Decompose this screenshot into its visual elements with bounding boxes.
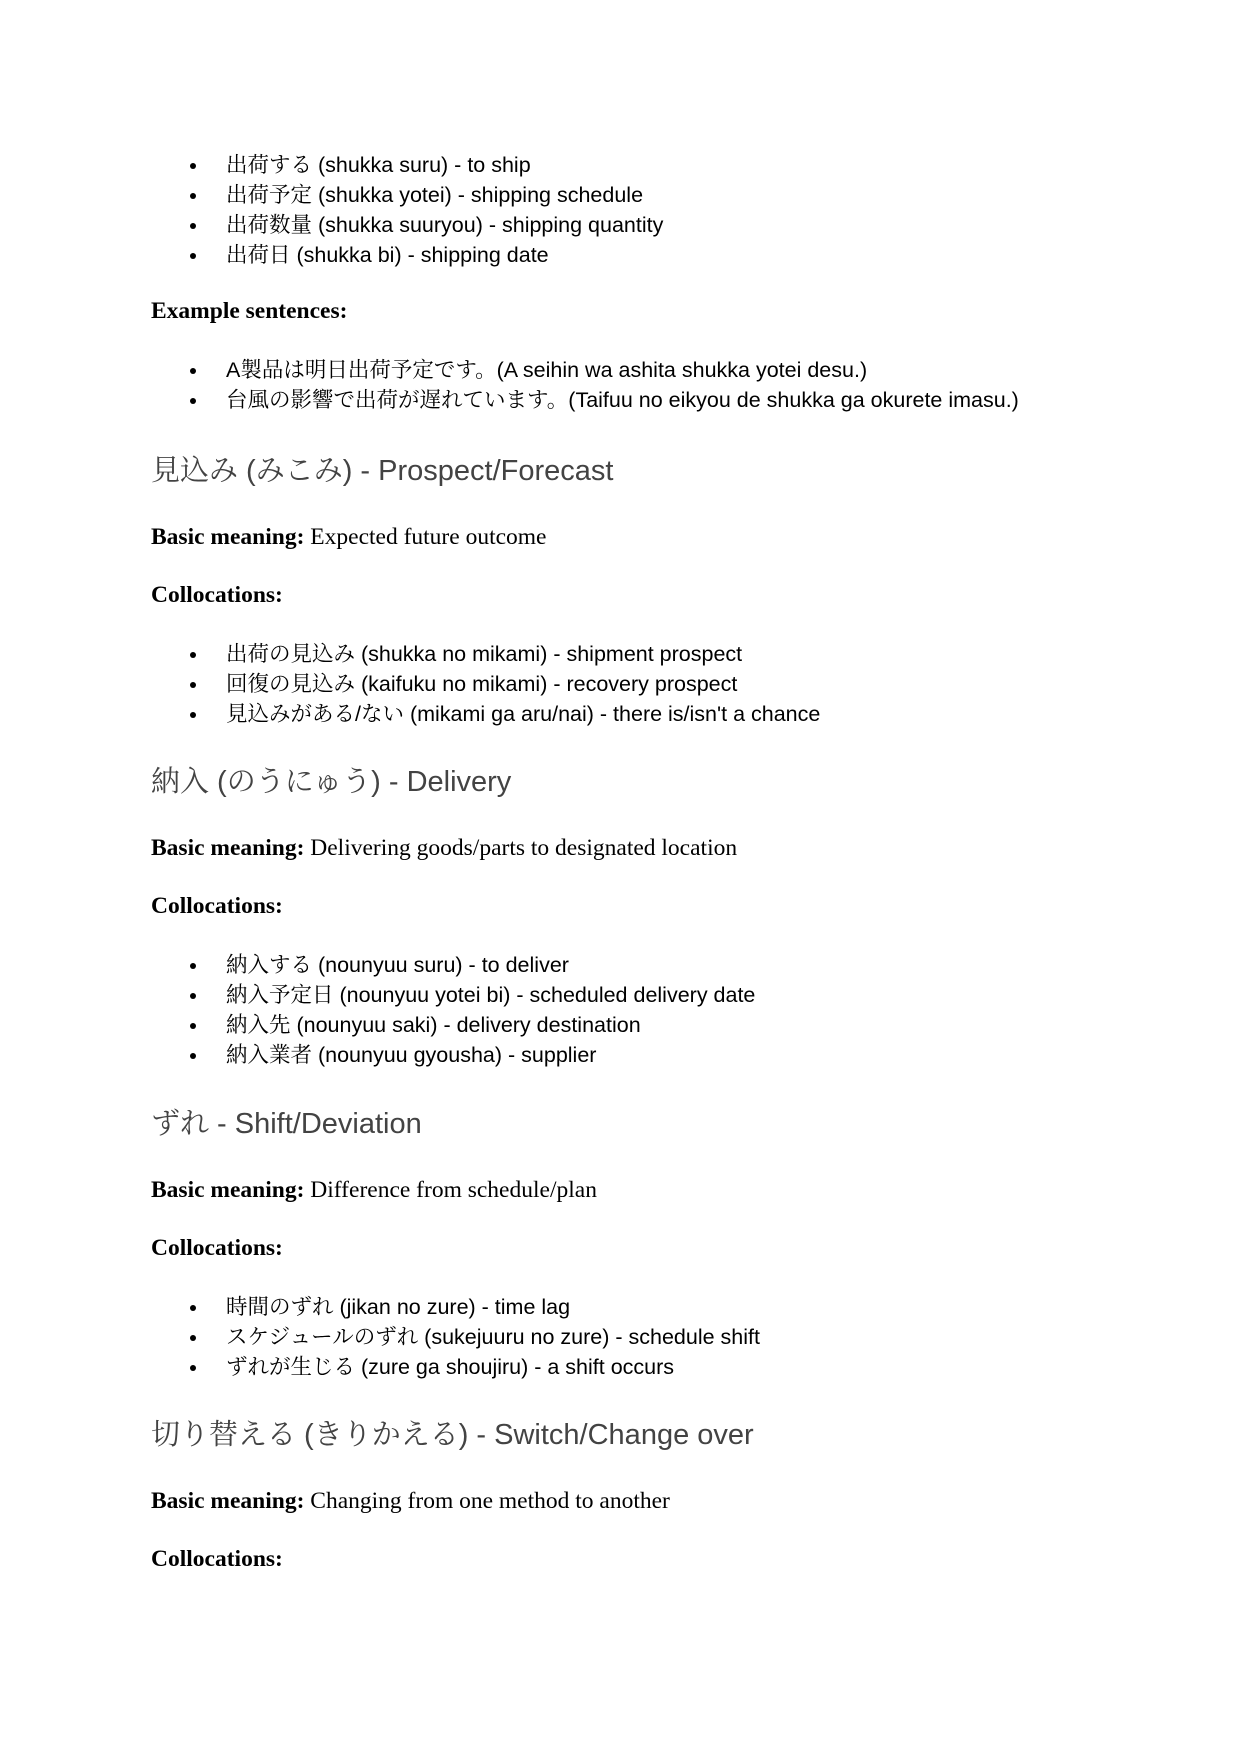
basic-meaning: Basic meaning: Changing from one method to another: [151, 1488, 670, 1514]
list-item: 出荷の見込み (shukka no mikami) - shipment prospect: [0, 639, 820, 669]
list-item: 時間のずれ (jikan no zure) - time lag: [0, 1292, 760, 1322]
list-item: 回復の見込み (kaifuku no mikami) - recovery prospect: [0, 669, 820, 699]
collocations-label: Collocations:: [151, 1546, 283, 1572]
list-item: 納入業者 (nounyuu gyousha) - supplier: [0, 1040, 755, 1070]
list-item: 出荷予定 (shukka yotei) - shipping schedule: [0, 180, 663, 210]
list-item: 台風の影響で出荷が遅れています。(Taifuu no eikyou de shukka ga okurete imasu.): [0, 385, 1019, 415]
collocations-label: Collocations:: [151, 893, 283, 919]
list-item: 納入予定日 (nounyuu yotei bi) - scheduled delivery date: [0, 980, 755, 1010]
list-item: 出荷する (shukka suru) - to ship: [0, 150, 663, 180]
basic-meaning: Basic meaning: Difference from schedule/plan: [151, 1177, 597, 1203]
collocations-label: Collocations:: [151, 582, 283, 608]
collocations-list: [0, 639, 820, 729]
list-item: 納入する (nounyuu suru) - to deliver: [0, 950, 755, 980]
list-item: スケジュールのずれ (sukejuuru no zure) - schedule shift: [0, 1322, 760, 1352]
section-heading-nounyuu: 納入 (のうにゅう) - Delivery: [151, 766, 512, 798]
list-item: 納入先 (nounyuu saki) - delivery destination: [0, 1010, 755, 1040]
shipping-terms-list: [0, 150, 663, 270]
basic-meaning: Basic meaning: Expected future outcome: [151, 524, 547, 550]
list-item: 出荷数量 (shukka suuryou) - shipping quantity: [0, 210, 663, 240]
basic-meaning: Basic meaning: Delivering goods/parts to designated location: [151, 835, 738, 861]
list-item: A製品は明日出荷予定です。(A seihin wa ashita shukka yotei desu.): [0, 355, 1019, 385]
section-heading-kirikaeru: 切り替える (きりかえる) - Switch/Change over: [151, 1419, 754, 1451]
list-item: ずれが生じる (zure ga shoujiru) - a shift occurs: [0, 1352, 760, 1382]
collocations-list: [0, 950, 755, 1070]
list-item: 見込みがある/ない (mikami ga aru/nai) - there is/isn't a chance: [0, 699, 820, 729]
example-sentences-list: [0, 355, 1019, 415]
example-sentences-label: Example sentences:: [151, 298, 348, 324]
collocations-list: [0, 1292, 760, 1382]
list-item: 出荷日 (shukka bi) - shipping date: [0, 240, 663, 270]
section-heading-zure: ずれ - Shift/Deviation: [151, 1108, 422, 1140]
section-heading-mikomi: 見込み (みこみ) - Prospect/Forecast: [151, 455, 614, 487]
collocations-label: Collocations:: [151, 1235, 283, 1261]
